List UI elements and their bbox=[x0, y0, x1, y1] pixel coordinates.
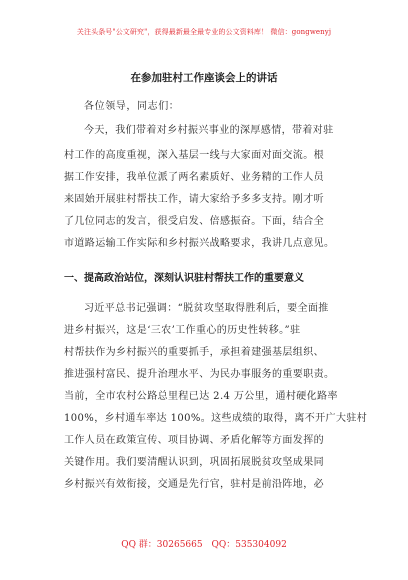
paragraph-2-line: 关键作用。我们要清醒认识到，巩固拓展脱贫攻坚成果同 bbox=[64, 457, 324, 468]
paragraph-2-line: 习近平总书记强调：“脱贫攻坚取得胜利后，要全面推 bbox=[84, 303, 329, 314]
paragraph-1-line: 据工作安排，我单位派了两名素质好、业务精的工作人员 bbox=[64, 172, 324, 183]
paragraph-1-line: 来固始开展驻村帮扶工作，请大家给予多多支持。刚才听 bbox=[64, 194, 324, 205]
footer-qq: QQ：535304092 bbox=[211, 540, 287, 550]
paragraph-2-line: 乡村振兴有效衔接，交通是先行官，驻村是前沿阵地，必 bbox=[64, 479, 324, 490]
paragraph-1-line: 了几位同志的发言，很受启发、倍感振奋。下面，结合全 bbox=[64, 216, 324, 227]
paragraph-2-line: 100%，乡村通车率达 100%。这些成绩的取得，离不开广大驻村 bbox=[64, 413, 368, 424]
page-footer bbox=[0, 537, 408, 550]
paragraph-1-line: 村工作的高度重视，深入基层一线与大家面对面交流。根 bbox=[64, 150, 324, 161]
document-title: 在参加驻村工作座谈会上的讲话 bbox=[130, 72, 278, 84]
paragraph-2-line: 进乡村振兴，这是‘三农’工作重心的历史性转移。”驻 bbox=[64, 325, 301, 336]
paragraph-1-line: 今天，我们带着对乡村振兴事业的深厚感情，带着对驻 bbox=[84, 125, 334, 136]
footer-qq-group: QQ 群：30265665 bbox=[121, 540, 203, 550]
paragraph-2-line: 当前，全市农村公路总里程已达 2.4 万公里，通村硬化路率 bbox=[64, 391, 338, 402]
section-heading: 一、提高政治站位，深刻认识驻村帮扶工作的重要意义 bbox=[64, 273, 304, 284]
paragraph-2-line: 工作人员在政策宣传、项目协调、矛盾化解等方面发挥的 bbox=[64, 435, 324, 446]
paragraph-2-line: 村帮扶作为乡村振兴的重要抓手，承担着建强基层组织、 bbox=[64, 347, 324, 358]
paragraph-2-line: 推进强村富民、提升治理水平、为民办事服务的重要职责。 bbox=[64, 369, 335, 380]
header-note: 关注头条号"公文研究"，获得最新最全最专业的公文资料库！ 微信：gongwenyj bbox=[76, 28, 332, 36]
salutation: 各位领导，同志们： bbox=[84, 101, 180, 112]
paragraph-1-line: 市道路运输工作实际和乡村振兴战略要求，我讲几点意见。 bbox=[64, 238, 335, 249]
